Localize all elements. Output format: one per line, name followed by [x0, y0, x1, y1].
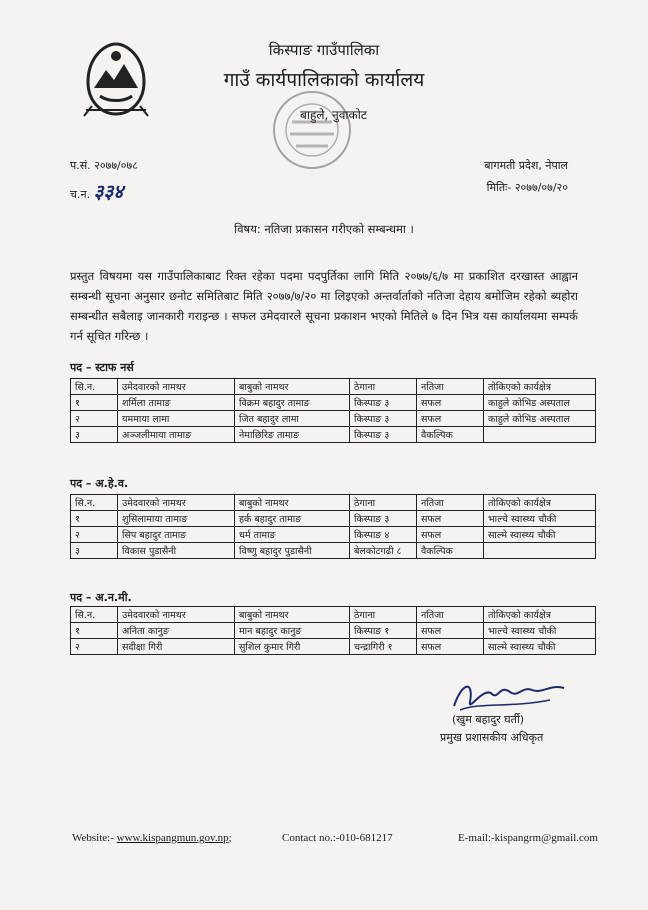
- table-row: [71, 427, 596, 443]
- signatory-title: प्रमुख प्रशासकीय अधिकृत: [440, 731, 544, 744]
- municipality-name: किस्पाङ गाउँपालिका: [268, 41, 380, 59]
- col-header: सि.न.: [71, 607, 118, 623]
- table-cell: काहुले कोभिड अस्पताल: [484, 395, 596, 411]
- chalani-label: च.न.: [70, 188, 91, 201]
- table-cell: अनिता कानुङ: [118, 623, 235, 639]
- table-cell: मान बहादुर कानुङ: [235, 623, 350, 639]
- col-header: बाबुको नामथर: [235, 495, 350, 511]
- table-cell: सफल: [417, 623, 484, 639]
- table-cell: साल्मे स्वास्थ्य चौकी: [484, 527, 596, 543]
- col-header: उमेदवारको नामथर: [118, 495, 235, 511]
- table-row: [71, 411, 596, 427]
- table-cell: ३: [71, 427, 118, 443]
- table-cell: सफल: [417, 395, 484, 411]
- table-cell: किस्पाङ ४: [350, 527, 417, 543]
- col-header: बाबुको नामथर: [235, 379, 350, 395]
- province-name: बागमती प्रदेश, नेपाल: [484, 159, 568, 172]
- table-row: [71, 527, 596, 543]
- result-table: [70, 606, 596, 655]
- table-cell: किस्पाङ ३: [350, 427, 417, 443]
- table-cell: हर्क बहादुर तामाङ: [235, 511, 350, 527]
- col-header: सि.न.: [71, 379, 118, 395]
- patra-sankhya: प.सं. २०७७/०७८: [70, 159, 138, 172]
- table-cell: अञ्जलीमाया तामाङ: [118, 427, 235, 443]
- letter-date: मितिः- २०७७/०७/२०: [486, 181, 568, 194]
- table-cell: चन्द्रागिरी १: [350, 639, 417, 655]
- table-cell: ३: [71, 543, 118, 559]
- table-cell: काहुले कोभिड अस्पताल: [484, 411, 596, 427]
- col-header: उमेदवारको नामथर: [118, 379, 235, 395]
- col-header: तोकिएको कार्यक्षेत्र: [484, 495, 596, 511]
- col-header: ठेगाना: [350, 607, 417, 623]
- table-cell: [484, 427, 596, 443]
- table-row: [71, 395, 596, 411]
- table-cell: साल्मे स्वास्थ्य चौकी: [484, 639, 596, 655]
- table-cell: किस्पाङ १: [350, 623, 417, 639]
- col-header: तोकिएको कार्यक्षेत्र: [484, 607, 596, 623]
- col-header: ठेगाना: [350, 379, 417, 395]
- result-table: [70, 378, 596, 443]
- table-cell: २: [71, 411, 118, 427]
- table-cell: वैकल्पिक: [417, 427, 484, 443]
- table-cell: शर्मिला तामाङ: [118, 395, 235, 411]
- table-cell: २: [71, 527, 118, 543]
- table-cell: बेलकोटगढी ८: [350, 543, 417, 559]
- table-cell: १: [71, 395, 118, 411]
- table-cell: सिप बहादुर तामाङ: [118, 527, 235, 543]
- table-cell: सफल: [417, 639, 484, 655]
- table-header-row: [71, 495, 596, 511]
- col-header: बाबुको नामथर: [235, 607, 350, 623]
- table-cell: वैकल्पिक: [417, 543, 484, 559]
- table-cell: नेमाछिरिङ तामाङ: [235, 427, 350, 443]
- col-header: उमेदवारको नामथर: [118, 607, 235, 623]
- table-header-row: [71, 379, 596, 395]
- table-row: [71, 543, 596, 559]
- letter-body: प्रस्तुत विषयमा यस गाउँपालिकाबाट रिक्त रहेका पदमा पदपुर्तिका लागि मिति २०७७/६/७ मा प्रकाशित दरखास्त आह्वान सम्बन्धी सूचना अनुसार छनोट समितिबाट मिति २०७७/७/२० मा लिइएको अन्तर्वार्ताको नतिजा देहाय बमोजिम रहेको ब्यहोरा सम्बन्धीत सबैलाइ जानकारी गराइन्छ । सफल उमेदवारले सूचना प्रकाशन भएको मितिले ७ दिन भित्र यस कार्यालयमा सम्पर्क गर्न सूचित गरिन्छ ।: [70, 269, 578, 343]
- table-cell: भाल्चे स्वास्थ्य चौकी: [484, 623, 596, 639]
- table-cell: विष्णु बहादुर पुडासैनी: [235, 543, 350, 559]
- col-header: सि.न.: [71, 495, 118, 511]
- table-cell: किस्पाङ ३: [350, 411, 417, 427]
- table-cell: सफल: [417, 411, 484, 427]
- website-link[interactable]: www.kispangmun.gov.np: [116, 832, 229, 844]
- table-cell: विकास पुडासैनी: [118, 543, 235, 559]
- table-cell: २: [71, 639, 118, 655]
- table-cell: विक्रम बहादुर तामाङ: [235, 395, 350, 411]
- col-header: तोकिएको कार्यक्षेत्र: [484, 379, 596, 395]
- table-row: [71, 639, 596, 655]
- signatory-name: (खुम बहादुर घर्ती): [452, 713, 525, 726]
- chalani-number: ३३४: [93, 181, 124, 203]
- table-cell: सुशिल कुमार गिरी: [235, 639, 350, 655]
- table-cell: सफल: [417, 527, 484, 543]
- table-cell: भाल्चे स्वास्थ्य चौकी: [484, 511, 596, 527]
- post-title: पद – स्टाफ नर्स: [70, 361, 134, 374]
- col-header: नतिजा: [417, 495, 484, 511]
- table-cell: [484, 543, 596, 559]
- footer-email[interactable]: E-mail:-kispangrm@gmail.com: [458, 832, 598, 844]
- table-cell: किस्पाङ ३: [350, 395, 417, 411]
- table-cell: यममाया लामा: [118, 411, 235, 427]
- table-cell: जित बहादुर लामा: [235, 411, 350, 427]
- website-label: Website:-: [72, 832, 114, 844]
- result-table: [70, 494, 596, 559]
- table-cell: १: [71, 623, 118, 639]
- table-cell: शुसिलामाया तामाङ: [118, 511, 235, 527]
- letter-subject: विषय: नतिजा प्रकासन गरीएको सम्बन्धमा ।: [234, 222, 414, 236]
- col-header: नतिजा: [417, 607, 484, 623]
- table-cell: सफल: [417, 511, 484, 527]
- table-row: [71, 623, 596, 639]
- footer-contact: Contact no.:-010-681217: [282, 832, 393, 844]
- website-suffix: ;: [228, 832, 232, 844]
- post-title: पद – अ.हे.व.: [70, 477, 129, 490]
- table-cell: सदीक्षा गिरी: [118, 639, 235, 655]
- chalani-number-row: [70, 178, 123, 204]
- col-header: ठेगाना: [350, 495, 417, 511]
- office-location: बाहुले, नुवाकोट: [300, 108, 367, 122]
- table-header-row: [71, 607, 596, 623]
- table-row: [71, 511, 596, 527]
- table-cell: धर्म तामाङ: [235, 527, 350, 543]
- office-name: गाउँ कार्यपालिकाको कार्यालय: [223, 69, 425, 91]
- col-header: नतिजा: [417, 379, 484, 395]
- post-title: पद – अ.न.मी.: [70, 591, 132, 604]
- footer-website: [72, 832, 232, 844]
- table-cell: १: [71, 511, 118, 527]
- table-cell: किस्पाङ ३: [350, 511, 417, 527]
- office-stamp-icon: [262, 88, 362, 172]
